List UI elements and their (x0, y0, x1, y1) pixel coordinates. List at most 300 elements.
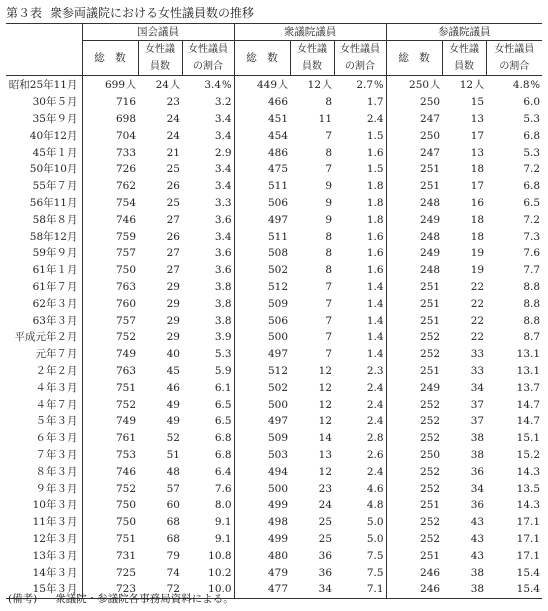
cell-diet-total (82, 447, 138, 464)
cell-value: 22 (470, 331, 485, 344)
cell-diet-ratio (182, 295, 234, 312)
cell-value: 13.1 (516, 364, 541, 377)
cell-value: 13.5 (516, 482, 541, 495)
cell-value: 22 (470, 297, 485, 310)
cell-diet-ratio (182, 228, 234, 245)
row-period: ２年２月 (6, 363, 82, 380)
cell-hc-ratio (486, 262, 542, 279)
cell-value: 251 (420, 549, 441, 562)
cell-value: 511 (267, 230, 289, 243)
cell-value: 17.1 (516, 532, 541, 545)
cell-diet-ratio (182, 379, 234, 396)
note-text: 衆議院・参議院各事務局資料による。 (55, 593, 234, 605)
row-period: 昭和25年11月 (6, 76, 82, 94)
cell-value: 21 (166, 146, 180, 159)
cell-value: 7.6 (214, 482, 232, 495)
cell-hr-women (290, 195, 334, 212)
cell-hr-ratio (334, 531, 386, 548)
cell-value: 3.2 (214, 96, 232, 109)
cell-hc-ratio (486, 497, 542, 514)
cell-hr-women (290, 228, 334, 245)
cell-diet-women (138, 514, 182, 531)
cell-value: 25 (166, 163, 180, 176)
cell-value: 480 (267, 549, 289, 562)
cell-value: 34 (470, 482, 485, 495)
cell-value: 752 (115, 482, 136, 495)
cell-value: 759 (115, 230, 136, 243)
cell-value: 25 (166, 196, 180, 209)
cell-hc-ratio (486, 245, 542, 262)
cell-value: 249 (420, 247, 441, 260)
cell-hr-women (290, 245, 334, 262)
cell-hr-ratio (334, 463, 386, 480)
cell-hr-ratio (334, 94, 386, 111)
cell-value: 43 (470, 516, 485, 529)
row-period: 61年１月 (6, 262, 82, 279)
cell-value: 252 (420, 516, 441, 529)
cell-value: 8 (325, 96, 333, 109)
cell-value: 7.3 (523, 230, 541, 243)
cell-value: 12 (307, 78, 322, 91)
cell-value: 7.5 (366, 549, 384, 562)
cell-diet-total (82, 144, 138, 161)
cell-value: 29 (166, 314, 180, 327)
cell-hc-women (442, 379, 486, 396)
cell-hc-women (442, 262, 486, 279)
cell-value: 36 (318, 549, 333, 562)
table-row (6, 245, 542, 262)
cell-value: 2.7 (356, 78, 374, 91)
cell-value: 36 (318, 566, 333, 579)
cell-hr-total (234, 447, 290, 464)
cell-value: 18 (470, 230, 485, 243)
row-period: 35年９月 (6, 111, 82, 128)
cell-value: 29 (166, 331, 180, 344)
cell-value: 3.4 (214, 129, 232, 142)
cell-hc-ratio (486, 379, 542, 396)
cell-hr-total (234, 178, 290, 195)
cell-hr-total (234, 497, 290, 514)
cell-value: 763 (115, 364, 136, 377)
cell-hc-total (386, 195, 442, 212)
cell-value: 15 (470, 96, 485, 109)
cell-value: 43 (470, 549, 485, 562)
row-period: 15年３月 (6, 581, 82, 598)
cell-hc-women (442, 514, 486, 531)
cell-value: 6.1 (214, 381, 232, 394)
cell-hc-women (442, 144, 486, 161)
cell-value: 1.6 (366, 230, 384, 243)
cell-value: 12 (318, 415, 333, 428)
cell-value: 7.2 (523, 163, 541, 176)
cell-value: 24 (166, 129, 180, 142)
cell-hr-women (290, 76, 334, 94)
cell-diet-women (138, 363, 182, 380)
cell-value: 3.6 (214, 264, 232, 277)
table-row (6, 312, 542, 329)
cell-diet-total (82, 363, 138, 380)
cell-value: 8 (325, 230, 333, 243)
header-total: 総 数 (82, 41, 138, 76)
table-title (6, 4, 254, 21)
cell-diet-women (138, 564, 182, 581)
cell-value: 248 (420, 264, 441, 277)
cell-value: 40 (166, 348, 180, 361)
cell-hc-total (386, 127, 442, 144)
cell-hr-total (234, 346, 290, 363)
cell-hc-total (386, 279, 442, 296)
cell-hr-women (290, 144, 334, 161)
cell-value: 18 (470, 163, 485, 176)
cell-hr-ratio (334, 279, 386, 296)
cell-hr-ratio (334, 76, 386, 94)
cell-value: 49 (166, 415, 180, 428)
cell-diet-total (82, 178, 138, 195)
row-period: ９年３月 (6, 480, 82, 497)
cell-value: 3.3 (214, 196, 232, 209)
cell-hr-total (234, 228, 290, 245)
cell-hr-women (290, 161, 334, 178)
cell-diet-ratio (182, 111, 234, 128)
cell-hc-total (386, 295, 442, 312)
cell-hc-women (442, 531, 486, 548)
cell-hr-total (234, 379, 290, 396)
cell-value: 26 (166, 180, 180, 193)
cell-diet-total (82, 111, 138, 128)
cell-hr-women (290, 514, 334, 531)
header-women-2: 員数 (290, 58, 334, 76)
table-row (6, 329, 542, 346)
cell-value: 1.6 (366, 247, 384, 260)
table-row (6, 363, 542, 380)
cell-value: 10.8 (208, 549, 232, 562)
cell-hc-total (386, 161, 442, 178)
cell-value: 251 (420, 180, 441, 193)
cell-value: 249 (420, 381, 441, 394)
cell-value: 500 (267, 398, 289, 411)
table-row (6, 531, 542, 548)
group-header-house-representatives: 衆議院議員 (234, 24, 386, 41)
cell-value: 1.8 (366, 180, 384, 193)
cell-hr-total (234, 262, 290, 279)
unit-label: % (222, 79, 232, 91)
unit-label: % (530, 79, 541, 91)
cell-hc-ratio (486, 514, 542, 531)
cell-diet-ratio (182, 94, 234, 111)
unit-label: 人 (278, 79, 289, 91)
cell-value: 508 (267, 247, 289, 260)
cell-hr-ratio (334, 363, 386, 380)
cell-value: 716 (115, 96, 136, 109)
cell-hr-total (234, 161, 290, 178)
cell-diet-ratio (182, 195, 234, 212)
table-row (6, 178, 542, 195)
cell-value: 761 (115, 432, 136, 445)
cell-hc-ratio (486, 127, 542, 144)
cell-value: 8 (325, 146, 333, 159)
row-period: 59年９月 (6, 245, 82, 262)
cell-diet-total (82, 94, 138, 111)
header-women: 女性議 (138, 41, 182, 59)
cell-value: 502 (267, 264, 289, 277)
unit-label: 人 (170, 79, 180, 91)
table-caption: 衆参両議院における女性議員数の推移 (50, 6, 255, 20)
cell-hr-ratio (334, 480, 386, 497)
cell-diet-ratio (182, 363, 234, 380)
cell-diet-total (82, 497, 138, 514)
cell-value: 36 (470, 465, 485, 478)
note-label: (備考) (8, 593, 38, 605)
cell-value: 1.4 (366, 331, 384, 344)
cell-hc-ratio (486, 76, 542, 94)
row-period: ６年３月 (6, 430, 82, 447)
cell-value: 503 (267, 448, 289, 461)
cell-diet-women (138, 295, 182, 312)
cell-value: 14.3 (516, 465, 541, 478)
cell-value: 7 (325, 163, 333, 176)
cell-hc-ratio (486, 463, 542, 480)
row-period: 10年３月 (6, 497, 82, 514)
cell-value: 9 (325, 180, 333, 193)
cell-hr-ratio (334, 581, 386, 598)
cell-diet-ratio (182, 447, 234, 464)
cell-diet-ratio (182, 346, 234, 363)
cell-value: 449 (256, 78, 278, 91)
table-row (6, 547, 542, 564)
cell-value: 37 (470, 415, 485, 428)
cell-hr-total (234, 312, 290, 329)
cell-hc-ratio (486, 211, 542, 228)
cell-value: 12 (318, 364, 333, 377)
cell-hc-women (442, 211, 486, 228)
cell-value: 479 (267, 566, 289, 579)
cell-hc-women (442, 94, 486, 111)
cell-diet-total (82, 463, 138, 480)
cell-value: 37 (470, 398, 485, 411)
cell-value: 16 (470, 196, 485, 209)
cell-hc-total (386, 76, 442, 94)
cell-diet-total (82, 245, 138, 262)
cell-diet-ratio (182, 76, 234, 94)
cell-value: 1.8 (366, 213, 384, 226)
cell-hc-total (386, 312, 442, 329)
cell-value: 7.5 (366, 566, 384, 579)
cell-hr-total (234, 279, 290, 296)
cell-diet-ratio (182, 564, 234, 581)
cell-value: 24 (318, 499, 333, 512)
cell-hc-total (386, 211, 442, 228)
cell-value: 1.4 (366, 297, 384, 310)
cell-value: 2.4 (366, 112, 384, 125)
cell-value: 746 (115, 465, 136, 478)
cell-hc-total (386, 413, 442, 430)
cell-value: 12 (459, 78, 474, 91)
cell-diet-women (138, 144, 182, 161)
cell-diet-women (138, 178, 182, 195)
cell-value: 252 (420, 398, 441, 411)
cell-diet-total (82, 379, 138, 396)
cell-hc-women (442, 447, 486, 464)
cell-diet-women (138, 396, 182, 413)
cell-value: 7.2 (523, 213, 541, 226)
cell-hc-total (386, 228, 442, 245)
cell-diet-women (138, 447, 182, 464)
cell-value: 25 (318, 532, 333, 545)
table-body (6, 76, 542, 599)
cell-hc-women (442, 195, 486, 212)
cell-diet-total (82, 161, 138, 178)
cell-hr-total (234, 531, 290, 548)
cell-diet-ratio (182, 329, 234, 346)
cell-diet-women (138, 379, 182, 396)
row-period: 61年７月 (6, 279, 82, 296)
cell-value: 757 (115, 247, 136, 260)
cell-hr-ratio (334, 514, 386, 531)
cell-hr-total (234, 413, 290, 430)
cell-value: 23 (166, 96, 180, 109)
cell-hr-women (290, 581, 334, 598)
cell-value: 2.4 (366, 398, 384, 411)
cell-diet-ratio (182, 430, 234, 447)
cell-value: 252 (420, 331, 441, 344)
cell-diet-total (82, 547, 138, 564)
cell-diet-total (82, 279, 138, 296)
cell-hc-total (386, 430, 442, 447)
cell-value: 246 (420, 566, 441, 579)
cell-hr-total (234, 581, 290, 598)
cell-value: 3.4 (214, 112, 232, 125)
cell-value: 3.4 (214, 180, 232, 193)
cell-value: 8 (325, 264, 333, 277)
cell-value: 699 (104, 78, 125, 91)
cell-hc-women (442, 463, 486, 480)
cell-hr-women (290, 564, 334, 581)
cell-value: 760 (115, 297, 136, 310)
cell-hc-ratio (486, 447, 542, 464)
cell-value: 750 (115, 499, 136, 512)
cell-hc-women (442, 76, 486, 94)
cell-hc-women (442, 279, 486, 296)
cell-diet-women (138, 127, 182, 144)
cell-diet-women (138, 195, 182, 212)
cell-value: 2.4 (366, 381, 384, 394)
cell-value: 1.5 (366, 163, 384, 176)
cell-hc-ratio (486, 228, 542, 245)
unit-label: 人 (126, 79, 136, 91)
cell-hr-women (290, 312, 334, 329)
row-period: ５年３月 (6, 413, 82, 430)
cell-hr-ratio (334, 329, 386, 346)
cell-value: 79 (166, 549, 180, 562)
table-row (6, 161, 542, 178)
cell-hr-women (290, 346, 334, 363)
header-ratio: 女性議員 (182, 41, 234, 59)
cell-diet-ratio (182, 144, 234, 161)
cell-diet-women (138, 76, 182, 94)
cell-hr-women (290, 480, 334, 497)
cell-diet-women (138, 228, 182, 245)
cell-hr-ratio (334, 127, 386, 144)
cell-value: 19 (470, 264, 485, 277)
cell-value: 7.7 (523, 264, 541, 277)
cell-value: 6.8 (214, 448, 232, 461)
cell-value: 22 (470, 314, 485, 327)
cell-value: 52 (166, 432, 180, 445)
cell-diet-ratio (182, 463, 234, 480)
row-period: 50年10月 (6, 161, 82, 178)
table-row (6, 76, 542, 94)
cell-value: 763 (115, 280, 136, 293)
cell-diet-women (138, 497, 182, 514)
cell-hc-women (442, 547, 486, 564)
cell-hc-total (386, 111, 442, 128)
header-ratio: 女性議員 (334, 41, 386, 59)
cell-hc-total (386, 329, 442, 346)
cell-hc-women (442, 581, 486, 598)
cell-value: 6.5 (214, 398, 232, 411)
cell-value: 498 (267, 516, 289, 529)
cell-hr-women (290, 178, 334, 195)
cell-hr-women (290, 396, 334, 413)
cell-hr-ratio (334, 447, 386, 464)
cell-value: 752 (115, 398, 136, 411)
cell-value: 68 (166, 516, 180, 529)
cell-value: 22 (470, 280, 485, 293)
cell-diet-ratio (182, 279, 234, 296)
unit-label: 人 (430, 79, 441, 91)
cell-value: 749 (115, 348, 136, 361)
cell-value: 7 (325, 348, 333, 361)
cell-hc-ratio (486, 279, 542, 296)
cell-diet-total (82, 295, 138, 312)
cell-value: 12 (318, 381, 333, 394)
cell-diet-women (138, 480, 182, 497)
cell-hc-women (442, 228, 486, 245)
row-period: 平成元年２月 (6, 329, 82, 346)
cell-value: 38 (470, 448, 485, 461)
header-ratio-2: の割合 (182, 58, 234, 76)
cell-diet-women (138, 94, 182, 111)
cell-diet-women (138, 346, 182, 363)
cell-value: 751 (115, 532, 136, 545)
cell-hc-ratio (486, 178, 542, 195)
cell-value: 72 (166, 583, 180, 596)
cell-diet-women (138, 312, 182, 329)
row-period: ７年３月 (6, 447, 82, 464)
cell-value: 502 (267, 381, 289, 394)
cell-value: 500 (267, 331, 289, 344)
sub-header-row (6, 41, 542, 59)
cell-value: 15.4 (516, 583, 541, 596)
cell-hc-total (386, 262, 442, 279)
cell-hc-ratio (486, 111, 542, 128)
cell-hr-women (290, 295, 334, 312)
cell-value: 7.1 (366, 583, 384, 596)
cell-value: 26 (166, 230, 180, 243)
cell-value: 51 (166, 448, 180, 461)
cell-value: 3.4 (214, 163, 232, 176)
cell-value: 251 (420, 163, 441, 176)
cell-hc-ratio (486, 195, 542, 212)
cell-hc-total (386, 447, 442, 464)
table-row (6, 144, 542, 161)
group-header-diet: 国会議員 (82, 24, 234, 41)
unit-label: 人 (474, 79, 485, 91)
cell-diet-total (82, 430, 138, 447)
cell-diet-total (82, 329, 138, 346)
cell-value: 733 (115, 146, 136, 159)
cell-value: 486 (267, 146, 289, 159)
